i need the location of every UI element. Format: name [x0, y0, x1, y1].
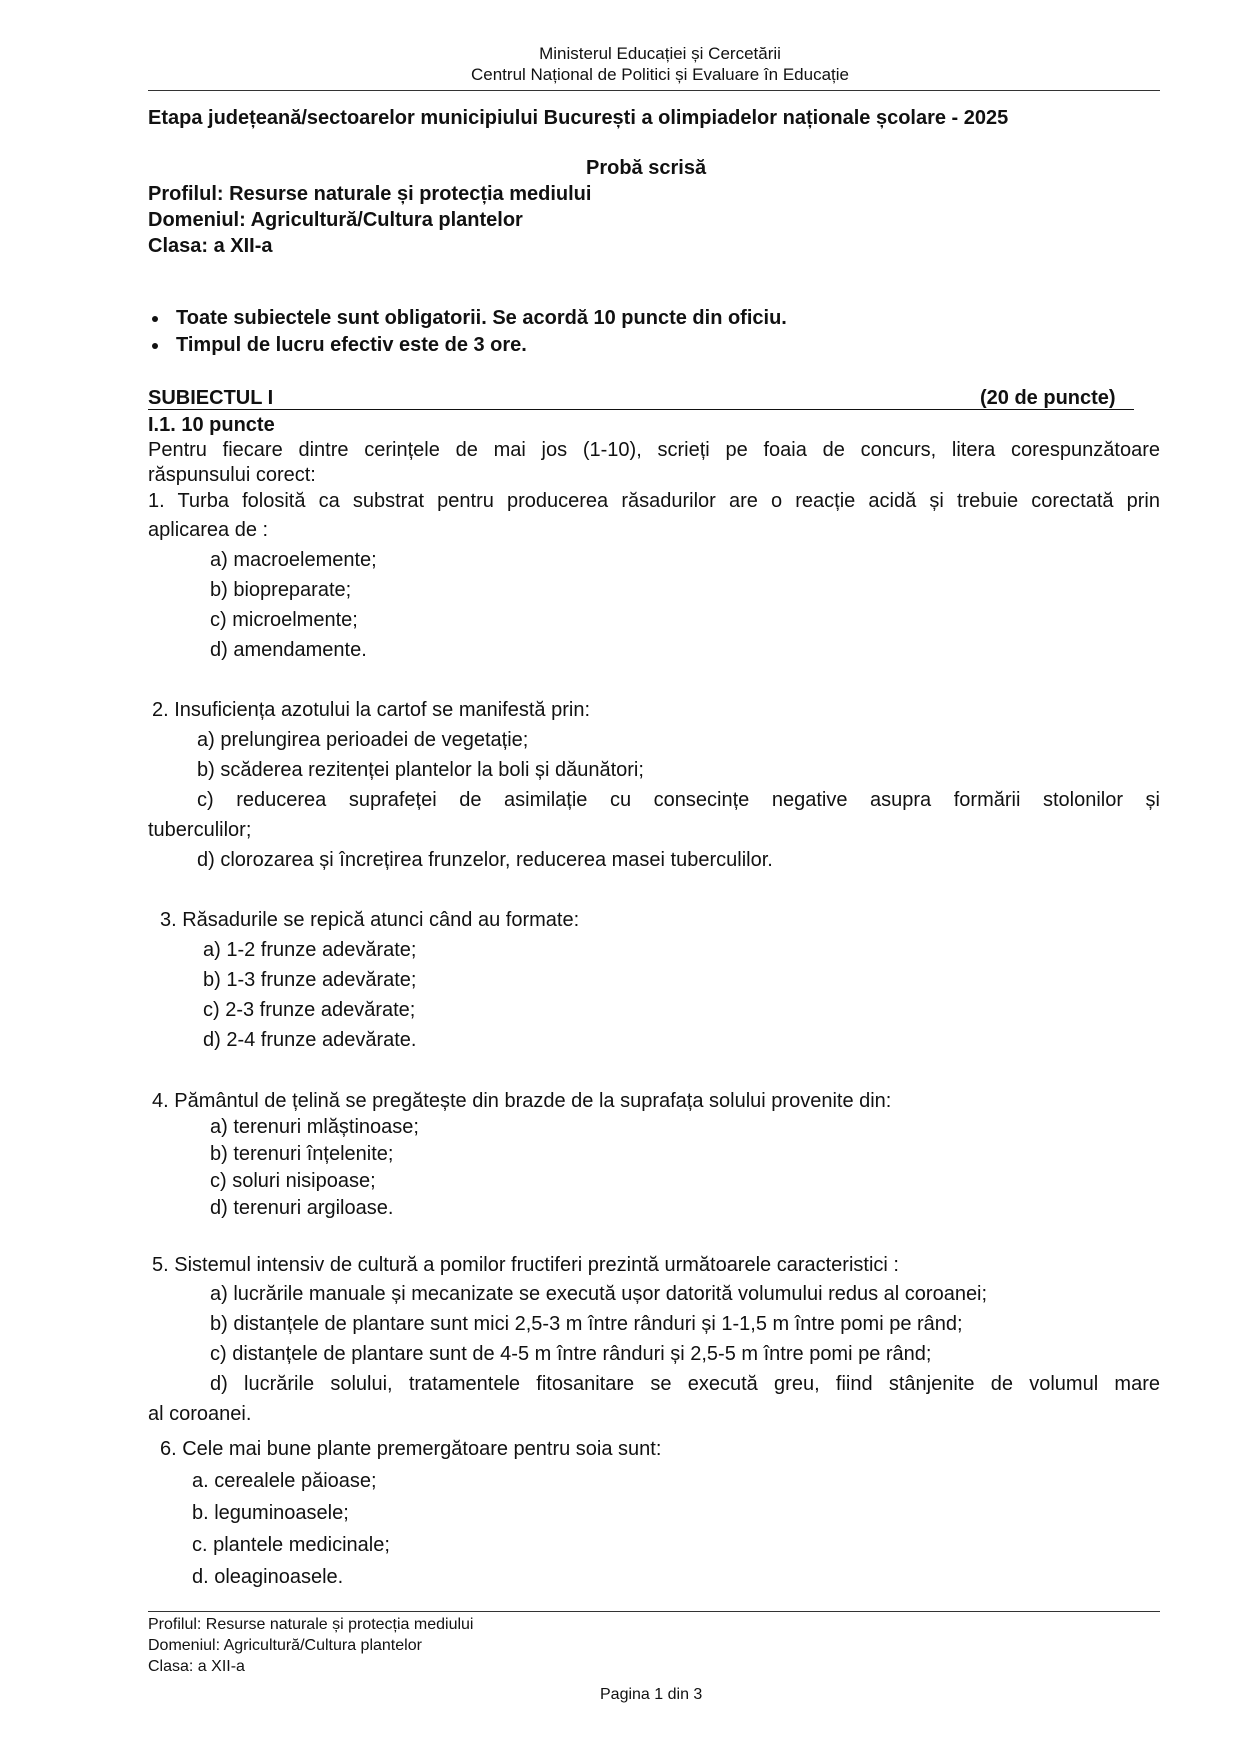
page-number: Pagina 1 din 3 [600, 1686, 703, 1703]
question-2-option: a) prelungirea perioadei de vegetație; [197, 729, 529, 751]
question-1-option: a) macroelemente; [210, 549, 377, 571]
question-5-stem: 5. Sistemul intensiv de cultură a pomilor fructiferi prezintă următoarele caracteristici : [152, 1254, 899, 1276]
document-title: Etapa județeană/sectoarelor municipiului București a olimpiadelor naționale școlare - 2025 [148, 107, 1009, 129]
question-6-option: d. oleaginoasele. [192, 1566, 344, 1588]
instruction-line: Pentru fiecare dintre cerințele de mai jos (1-10), scrieți pe foaia de concurs, litera corespunzătoare [148, 439, 1160, 461]
question-2-option: b) scăderea rezitenței plantelor la boli și dăunători; [197, 759, 644, 781]
profile-label: Profilul: Resurse naturale și protecția mediului [148, 183, 592, 205]
question-6-option: a. cerealele păioase; [192, 1470, 377, 1492]
question-6-option: c. plantele medicinale; [192, 1534, 390, 1556]
question-1-stem-cont: aplicarea de : [148, 519, 269, 541]
question-6-stem: 6. Cele mai bune plante premergătoare pentru soia sunt: [160, 1438, 662, 1460]
header-divider [148, 90, 1160, 91]
question-6-option: b. leguminoasele; [192, 1502, 349, 1524]
footer-profile: Profilul: Resurse naturale și protecția mediului [148, 1616, 474, 1633]
bullet-icon [152, 343, 158, 349]
domain-label: Domeniul: Agricultură/Cultura plantelor [148, 209, 523, 231]
question-3-option: b) 1-3 frunze adevărate; [203, 969, 417, 991]
rule-item: Timpul de lucru efectiv este de 3 ore. [176, 334, 527, 356]
question-4-option: d) terenuri argiloase. [210, 1197, 394, 1219]
question-3-option: a) 1-2 frunze adevărate; [203, 939, 417, 961]
footer-domain: Domeniul: Agricultură/Cultura plantelor [148, 1637, 422, 1654]
section-label: I.1. 10 puncte [148, 414, 275, 436]
question-1-option: c) microelmente; [210, 609, 358, 631]
question-5-option: a) lucrările manuale și mecanizate se execută ușor datorită volumului redus al coroanei; [210, 1283, 988, 1305]
question-1-stem: 1. Turba folosită ca substrat pentru producerea răsadurilor are o reacție acidă și trebuie corectată prin [148, 490, 1160, 512]
question-4-stem: 4. Pământul de țelină se pregătește din brazde de la suprafața solului provenite din: [152, 1090, 892, 1112]
question-4-option: c) soluri nisipoase; [210, 1170, 376, 1192]
rule-item: Toate subiectele sunt obligatorii. Se acordă 10 puncte din oficiu. [176, 307, 787, 329]
question-3-stem: 3. Răsadurile se repică atunci când au formate: [160, 909, 580, 931]
question-5-option: c) distanțele de plantare sunt de 4-5 m între rânduri și 2,5-5 m între pomi pe rând; [210, 1343, 932, 1365]
question-5-option: b) distanțele de plantare sunt mici 2,5-3 m între rânduri și 1-1,5 m între pomi pe rând; [210, 1313, 963, 1335]
question-5-option-cont: al coroanei. [148, 1403, 252, 1425]
question-2-option: d) clorozarea și încrețirea frunzelor, reducerea masei tuberculilor. [197, 849, 773, 871]
bullet-icon [152, 316, 158, 322]
subject-underline [148, 409, 1134, 410]
instruction-line: răspunsului corect: [148, 464, 316, 486]
question-5-option: d) lucrările solului, tratamentele fitosanitare se execută greu, fiind stânjenite de volumul mare [210, 1373, 1160, 1395]
question-2-option: c) reducerea suprafeței de asimilație cu consecințe negative asupra formării stolonilor și [197, 789, 1160, 811]
question-1-option: d) amendamente. [210, 639, 367, 661]
question-4-option: a) terenuri mlăștinoase; [210, 1116, 419, 1138]
footer-divider [148, 1611, 1160, 1612]
exam-type: Probă scrisă [586, 157, 707, 179]
subject-points: (20 de puncte) [980, 387, 1116, 409]
question-2-stem: 2. Insuficiența azotului la cartof se manifestă prin: [152, 699, 591, 721]
question-4-option: b) terenuri înțelenite; [210, 1143, 394, 1165]
footer-class: Clasa: a XII-a [148, 1658, 245, 1675]
question-3-option: d) 2-4 frunze adevărate. [203, 1029, 417, 1051]
question-2-option-cont: tuberculilor; [148, 819, 252, 841]
question-1-option: b) biopreparate; [210, 579, 352, 601]
subject-name: SUBIECTUL I [148, 387, 274, 409]
class-label: Clasa: a XII-a [148, 235, 273, 257]
center-name: Centrul Național de Politici și Evaluare în Educație [471, 65, 849, 84]
ministry-name: Ministerul Educației și Cercetării [539, 44, 781, 63]
question-3-option: c) 2-3 frunze adevărate; [203, 999, 416, 1021]
